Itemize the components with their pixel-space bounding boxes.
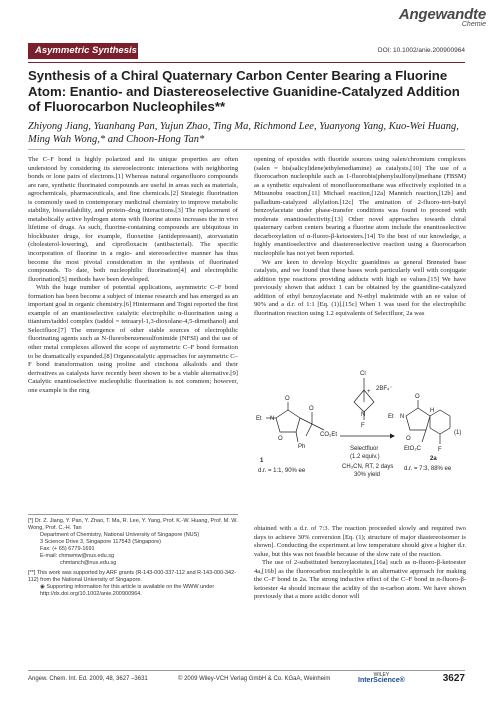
footnote-mark: [**] (28, 570, 36, 576)
journal-logo (399, 6, 486, 28)
footnote-divider (28, 514, 238, 515)
counterion: 2BF₄⁻ (376, 386, 393, 392)
acknowledgement-text: This work was supported by ARF grants (R-143-000-337-112 and R-143-000-342-112) from the National University of Singapore. (28, 570, 237, 583)
compound-2a-structure (406, 400, 450, 444)
equation-number: (1) (454, 430, 462, 436)
oxygen-label: O (406, 436, 411, 442)
correspondence-names: Dr. Z. Jiang, Y. Pan, Y. Zhao, T. Ma, R. Lee, Y. Yang, Prof. K.-W. Huang, Prof. M. W. Wong, Prof. C.-H. Tan (28, 518, 238, 531)
article-title: Synthesis of a Chiral Quaternary Carbon Center Bearing a Fluorine Atom: Enantio- and Diastereoselective Guanidine-Catalyzed Addition of Fluorocarbon Nucleophiles** (28, 68, 460, 114)
publisher-platform: InterScience® (358, 677, 405, 684)
paragraph: We are keen to develop bicyclic guanidines as general Brønsted base catalysts, and we found that these bases work particularly well with conjugate addition type reactions providing adducts with high ee values.[15] We have previously shown that adduct 1 can be obtained by the guanidine-catalyzed addition of ethyl benzoylacetate and N-ethyl maleimide with an ee value of 90% and a d.r. of 1:1 [Eq. (1)].[15c] When 1 was used for the electrophilic fluorination reaction using 1.2 equivalents of Selectfluor, 2a was (254, 258, 466, 317)
fluorine-label: F (438, 447, 442, 453)
compound-2a-number: 2a (430, 456, 437, 462)
footer-divider (28, 670, 465, 671)
section-banner (28, 43, 138, 59)
journal-logo-title: Angewandte (398, 6, 486, 23)
product-dr-label: d.r. = 7:3, 88% ee (404, 466, 452, 472)
acknowledgement-footnote (28, 570, 238, 598)
ester-label: CO₂Et (320, 432, 337, 438)
ester-label: EtO₂C (404, 446, 421, 452)
address-line: Department of Chemistry, National University of Singapore (NUS) (40, 532, 200, 538)
divider (28, 62, 465, 63)
footnotes (28, 518, 238, 601)
address-line: 3 Science Drive 3, Singapore 117543 (Singapore) (40, 539, 161, 545)
nitrogen-label: N (361, 412, 366, 418)
paragraph: The use of 2-substituted benzoylacetates,[16a] such as α-fluoro-β-ketoester 4a,[16b] as the fluorocarbon nucleophile is an alternative approach for making the C–F bond in 2a. The strong inductive effect of the C–F bond in α-fluoro-β-ketoester 4a should increase the acidity of the α-carbon atom. We have shown previously that a more acidic donor will (254, 559, 466, 601)
page-number: 3627 (442, 673, 465, 684)
oxygen-label: O (278, 436, 283, 442)
phenyl-label: Ph (298, 444, 306, 450)
fax-line: Fax: (+ 65) 6779-1691 (40, 546, 95, 552)
footnote-mark: [*] (28, 518, 34, 524)
paragraph: opening of epoxides with fluoride sources using salen/chromium complexes (salen = bis(salicylidene)ethylenediamine) as catalysts.[10] The use of a fluorocarbon nucleophile such as 1-fluorobis(phenylsulfonyl)methane (FBSM) as a synthetic equivalent of monofluoromethane was effectively exploited in a Mitsunobu reaction,[11] Michael reaction,[12a] Mannich reaction,[12b] and palladium-catalyzed allylation.[12c] The amination of 2-fluoro-tert-butyl benzoylacetate under phase-transfer conditions was found to proceed with moderate enantioselectivity.[13] Other novel approaches towards chiral quaternary carbon centers bearing a fluorine atom include the enantioselective decarboxylation of α-fluoro-β-ketoesters.[14] To the best of our knowledge, a highly enantioselective and diastereoselective reaction using a fluorocarbon nucleophile has not yet been reported. (254, 156, 466, 258)
ethyl-label: Et (256, 416, 262, 422)
oxygen-label: O (415, 394, 420, 400)
left-column (28, 156, 238, 395)
oxygen-label: O (285, 396, 290, 402)
publisher-logo (358, 672, 405, 684)
copyright: © 2009 Wiley-VCH Verlag GmbH & Co. KGaA, Weinheim (178, 676, 331, 682)
supporting-info-text: Supporting information for this article is available on the WWW under http://dx.doi.org/10.1002/anie.200900964. (40, 584, 215, 597)
reagent-equiv: (1.2 equiv.) (350, 454, 380, 460)
nitrogen-label: N (400, 414, 405, 420)
chlorine-label: Cl (360, 371, 366, 377)
journal-citation: Angew. Chem. Int. Ed. 2009, 48, 3627 –3631 (28, 676, 148, 682)
journal-logo-subtitle: Chemie (461, 21, 486, 28)
paragraph: With the huge number of potential applications, asymmetric C–F bond formation has been become a subject of intense research and has emerged as an important goal in organic chemistry.[6] Hintermann and Togni reported the first example of an enantioselective catalytic electrophilic α-fluorination using a titanium/taddol complex (taddol = tetraaryl-1,3-dioxolane-4,5-dimethanol) and Selectfluor.[7] The emergence of other stable sources of electrophilic fluorinating agents such as N-fluorobenzenesulfonimide (NFSI) and the use of other metal complexes allowed the scope of asymmetric C–F bond formation to be dramatically expanded.[8] Organocatalytic approaches for asymmetric C–F bond transformation using proline and cinchona alkaloids and their derivatives as catalysts have recently been shown to be a viable alternative.[9] Catalytic enantioselective nucleophilic fluorination is not common; however, one example is the ring (28, 284, 238, 394)
reagent-name: Selectfluor (350, 446, 379, 452)
arrow-head (390, 434, 395, 439)
reaction-conditions: CH₃CN, RT, 2 days (342, 464, 394, 470)
ethyl-label: Et (388, 414, 394, 420)
email-line: E-mail: chmwmw@nus.edu.sg (40, 553, 115, 559)
author-list: Zhiyong Jiang, Yuanhang Pan, Yujun Zhao, Ting Ma, Richmond Lee, Yuanyong Yang, Kuo-Wei Huang, Ming Wah Wong,* and Choon-Hong Tan* (28, 121, 459, 145)
divider (28, 149, 465, 150)
hydrogen-label: H (430, 408, 435, 414)
publisher-name: WILEY (373, 672, 390, 678)
paragraph: obtained with a d.r. of 7:3. The reaction proceeded slowly and required two days to achieve 30% conversion [Eq. (1); structure of major diastereoisomer is shown]. Conducting the experiment at low temperature should give a higher d.r. value, but this was not feasible because of the slow rate of the reaction. (254, 525, 466, 558)
correspondence-footnote (28, 518, 238, 567)
right-column-bottom (254, 525, 466, 602)
compound-1-number: 1 (260, 458, 264, 464)
plus-label: + (367, 389, 371, 395)
oxygen-label: O (309, 406, 314, 412)
right-column-top (254, 156, 466, 318)
supporting-info-icon: ◉ (40, 584, 47, 590)
paragraph: The C–F bond is highly polarized and its unique properties are often understood by considering its stereoelectronic interactions with neighboring bonds or lone pairs of electrons.[1] Whereas natural organofluoro compounds are rare, synthetic fluorinated compounds are useful in areas such as materials, agrochemicals, pharmaceuticals, and fine chemicals.[2] Strategic fluorination is commonly used in contemporary medicinal chemistry to improve metabolic stability, bioavailability, and protein–drug interactions.[3] The replacement of metabolically active hydrogen atoms with fluorine atoms increases the in vivo lifetime of drugs. As such, fluorine-containing compounds are ubiquitous in blockbuster drugs, for example, fluoxetine (antidepressant), atorvastatin (cholesterol-lowering), and ciprofloxacin (antibacterial). The specific incorporation of fluorine in a regio- and stereoselective manner has thus become the most pivotal consideration in the synthesis of fluorinated compounds. To date, both nucleophilic fluorination[4] and electrophilic fluorination[5] methods have been developed. (28, 156, 238, 283)
reaction-scheme (254, 350, 466, 520)
section-label: Asymmetric Synthesis (35, 45, 137, 56)
reaction-yield: 30% yield (354, 472, 381, 478)
doi: DOI: 10.1002/anie.200900964 (377, 47, 465, 54)
start-dr-label: d.r. = 1:1, 90% ee (258, 468, 306, 474)
compound-1-structure (266, 402, 324, 442)
fluorine-label: F (361, 423, 365, 429)
nitrogen-label: N (270, 416, 275, 422)
email-line: chmtanch@nus.edu.sg (60, 560, 117, 566)
supporting-info (28, 584, 238, 598)
